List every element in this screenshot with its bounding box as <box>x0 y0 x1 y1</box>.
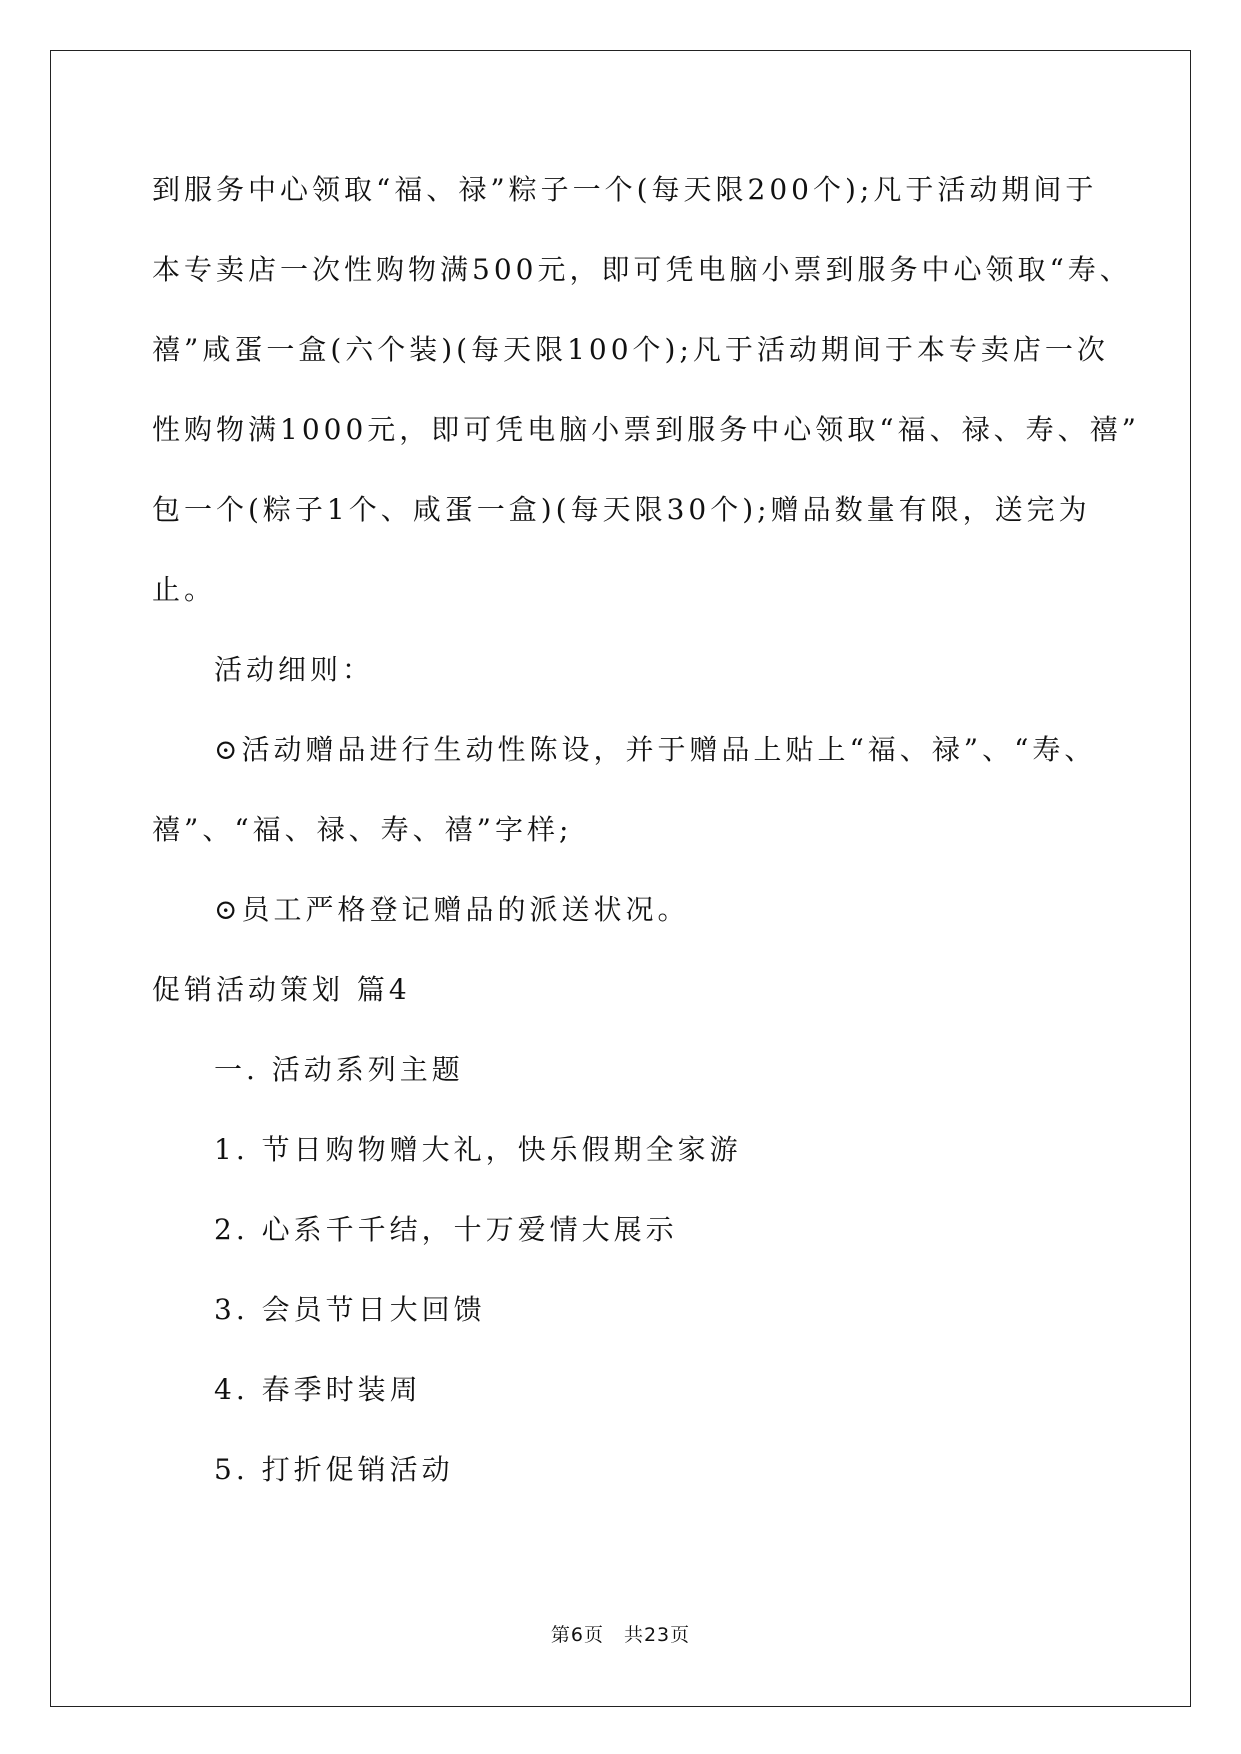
list-item: 4. 春季时装周 <box>214 1373 422 1406</box>
rule-item-line: 禧”、“福、禄、寿、禧”字样; <box>152 813 573 846</box>
page-indicator: 第6页 共23页 <box>550 1624 691 1646</box>
rules-heading: 活动细则： <box>214 653 375 686</box>
paragraph-line: 包一个(粽子1个、咸蛋一盒)(每天限30个);赠品数量有限，送完为 <box>152 493 1091 526</box>
rule-item-line: ⊙活动赠品进行生动性陈设，并于赠品上贴上“福、禄”、“寿、 <box>214 733 1097 766</box>
list-item: 3. 会员节日大回馈 <box>214 1293 486 1326</box>
paragraph-line: 性购物满1000元，即可凭电脑小票到服务中心领取“福、禄、寿、禧” <box>152 413 1140 446</box>
paragraph-line: 禧”咸蛋一盒(六个装)(每天限100个);凡于活动期间于本专卖店一次 <box>152 333 1109 366</box>
list-item: 2. 心系千千结，十万爱情大展示 <box>214 1213 678 1246</box>
list-item: 5. 打折促销活动 <box>214 1453 454 1486</box>
paragraph-line: 到服务中心领取“福、禄”粽子一个(每天限200个);凡于活动期间于 <box>152 173 1098 206</box>
section-subheading: 一. 活动系列主题 <box>214 1053 464 1086</box>
rule-item-line: ⊙员工严格登记赠品的派送状况。 <box>214 893 690 926</box>
section-title: 促销活动策划 篇4 <box>152 973 411 1006</box>
paragraph-line: 止。 <box>152 573 217 606</box>
paragraph-line: 本专卖店一次性购物满500元，即可凭电脑小票到服务中心领取“寿、 <box>152 253 1132 286</box>
list-item: 1. 节日购物赠大礼，快乐假期全家游 <box>214 1133 742 1166</box>
